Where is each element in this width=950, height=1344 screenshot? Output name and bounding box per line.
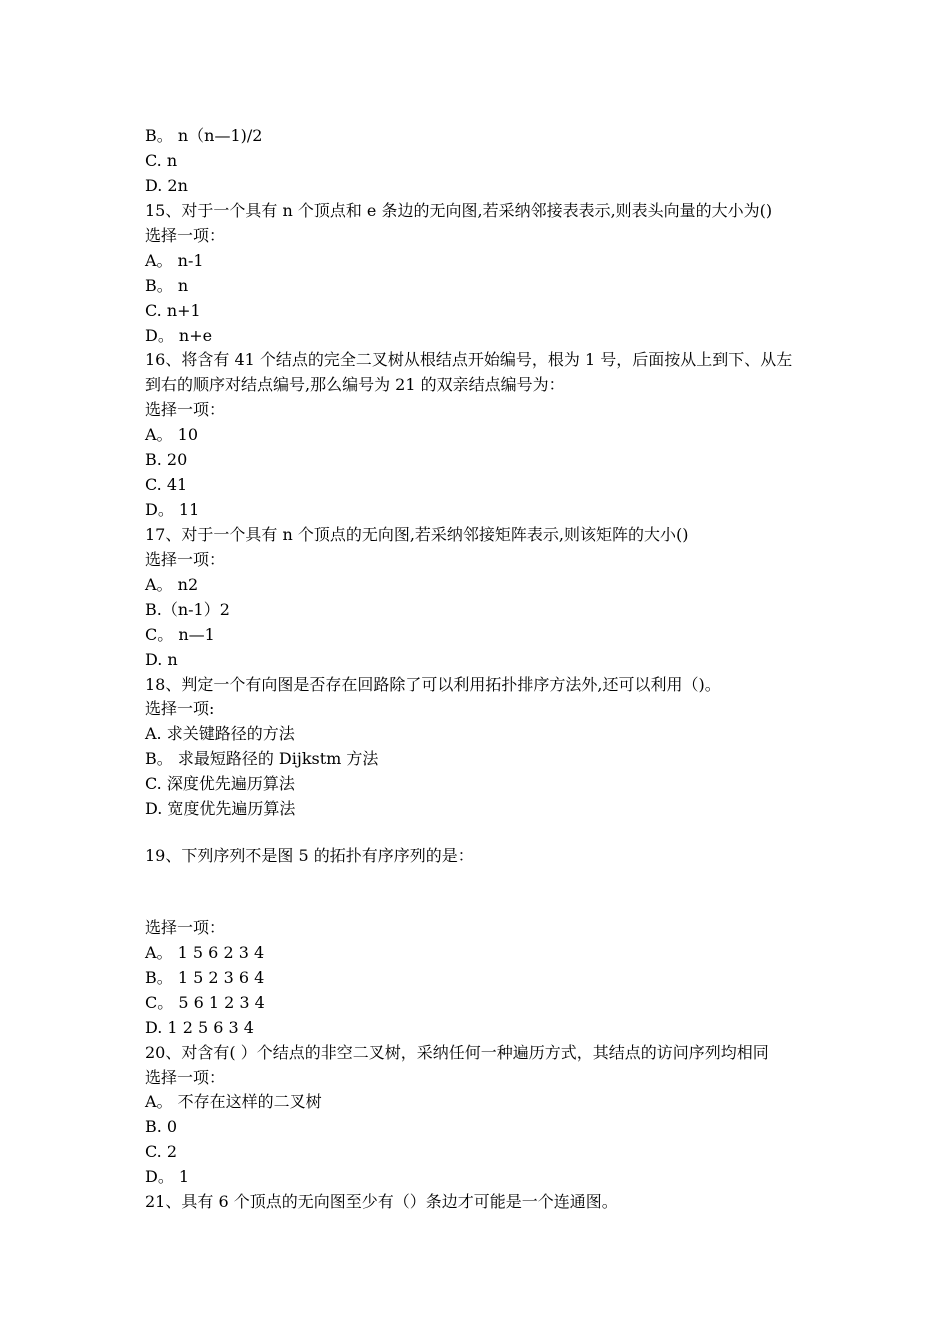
- question-20: 20、对含有( ）个结点的非空二叉树，采纳任何一种遍历方式，其结点的访问序列均相同: [145, 1043, 769, 1062]
- option-c-q16: C. 41: [145, 475, 188, 494]
- question-16-line-2: 到右的顺序对结点编号,那么编号为 21 的双亲结点编号为：: [145, 375, 565, 394]
- option-c-q20: C. 2: [145, 1142, 178, 1161]
- option-b-q14: B。 n（n—1)/2: [145, 126, 263, 145]
- option-b-q17: B.（n-1）2: [145, 600, 230, 619]
- option-d-q17: D. n: [145, 650, 178, 669]
- option-d-q15: D。 n+e: [145, 326, 213, 345]
- option-b-q19: B。 1 5 2 3 6 4: [145, 968, 265, 987]
- option-d-q18: D. 宽度优先遍历算法: [145, 799, 296, 818]
- option-c-q14: C. n: [145, 151, 178, 170]
- option-a-q16: A。 10: [145, 425, 199, 444]
- option-b-q18: B。 求最短路径的 Dijkstm 方法: [145, 749, 379, 768]
- option-b-q15: B。 n: [145, 276, 189, 295]
- choose-one-label: 选择一项：: [145, 400, 226, 419]
- choose-one-label: 选择一项：: [145, 550, 226, 569]
- option-d-q20: D。 1: [145, 1167, 190, 1186]
- question-21: 21、具有 6 个顶点的无向图至少有（）条边才可能是一个连通图。: [145, 1192, 618, 1211]
- choose-one-label: 选择一项：: [145, 918, 226, 937]
- option-c-q19: C。 5 6 1 2 3 4: [145, 993, 265, 1012]
- choose-one-label: 选择一项:: [145, 699, 215, 718]
- option-a-q20: A。 不存在这样的二叉树: [145, 1092, 322, 1111]
- choose-one-label: 选择一项：: [145, 1068, 226, 1087]
- question-17: 17、对于一个具有 n 个顶点的无向图,若采纳邻接矩阵表示,则该矩阵的大小(): [145, 525, 689, 544]
- question-18: 18、判定一个有向图是否存在回路除了可以利用拓扑排序方法外,还可以利用（)。: [145, 675, 721, 694]
- option-b-q16: B. 20: [145, 450, 188, 469]
- option-a-q19: A。 1 5 6 2 3 4: [145, 943, 265, 962]
- option-a-q18: A. 求关键路径的方法: [145, 724, 295, 743]
- option-b-q20: B. 0: [145, 1117, 178, 1136]
- option-a-q17: A。 n2: [145, 575, 199, 594]
- option-c-q17: C。 n—1: [145, 625, 215, 644]
- option-c-q15: C. n+1: [145, 301, 201, 320]
- option-c-q18: C. 深度优先遍历算法: [145, 774, 295, 793]
- question-19: 19、下列序列不是图 5 的拓扑有序序列的是：: [145, 846, 474, 865]
- option-a-q15: A。 n-1: [145, 251, 204, 270]
- option-d-q14: D. 2n: [145, 176, 188, 195]
- choose-one-label: 选择一项：: [145, 226, 226, 245]
- option-d-q16: D。 11: [145, 500, 200, 519]
- question-15: 15、对于一个具有 n 个顶点和 e 条边的无向图,若采纳邻接表表示,则表头向量的大小为(): [145, 201, 773, 220]
- question-16-line-1: 16、将含有 41 个结点的完全二叉树从根结点开始编号，根为 1 号，后面按从上到下、从左: [145, 350, 793, 369]
- option-d-q19: D. 1 2 5 6 3 4: [145, 1018, 254, 1037]
